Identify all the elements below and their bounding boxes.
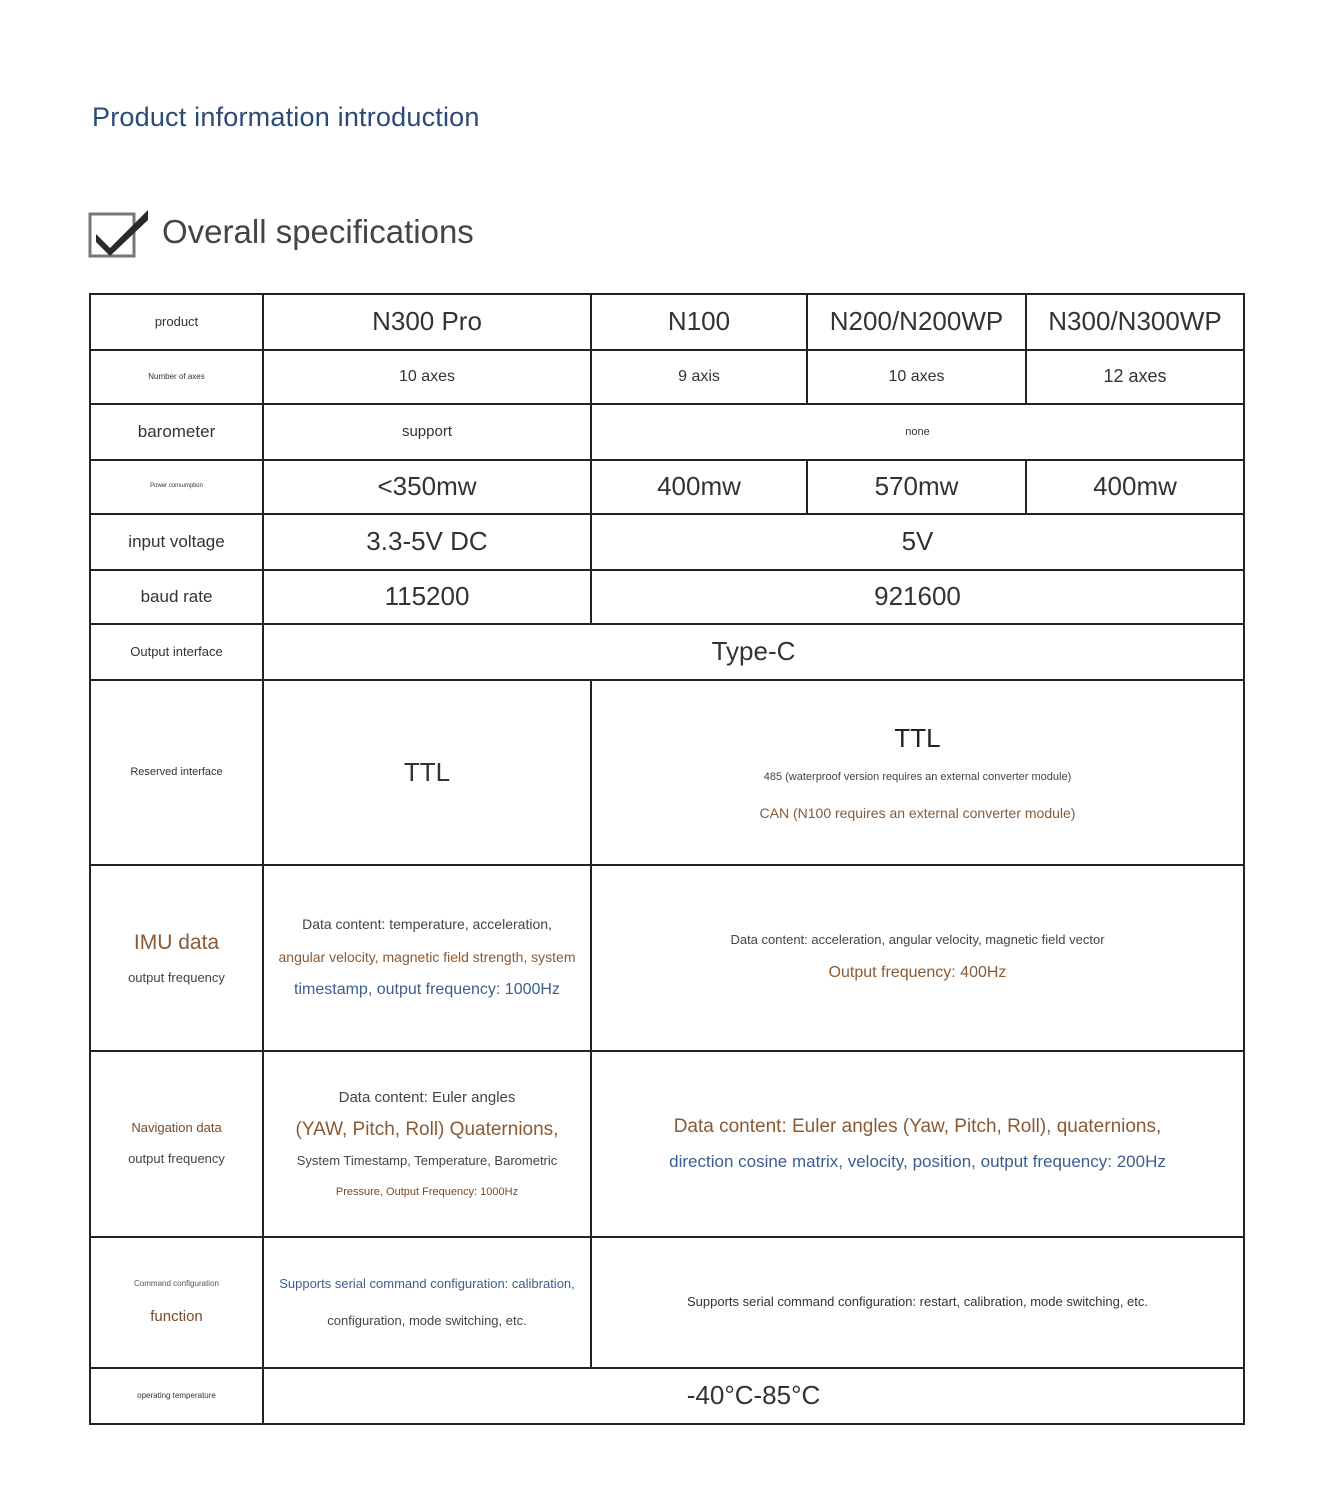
power-n300pro: <350mw — [263, 460, 591, 514]
row-output-interface — [90, 624, 1244, 680]
label-output-interface: Output interface — [90, 624, 263, 680]
label-reserved-interface: Reserved interface — [90, 680, 263, 865]
voltage-others: 5V — [591, 514, 1244, 570]
row-baud-rate — [90, 570, 1244, 624]
label-baud-rate: baud rate — [90, 570, 263, 624]
nav-others-line2: direction cosine matrix, velocity, position, output frequency: 200Hz — [669, 1152, 1166, 1172]
nav-n300pro-line3: System Timestamp, Temperature, Barometric — [296, 1152, 558, 1168]
imu-n300pro-line3: timestamp, output frequency: 1000Hz — [294, 980, 560, 998]
row-navigation-data — [90, 1051, 1244, 1237]
label-nav-title: Navigation data — [131, 1120, 222, 1136]
voltage-n300pro: 3.3-5V DC — [263, 514, 591, 570]
nav-n300pro-line1: Data content: Euler angles — [338, 1089, 516, 1107]
power-n100: 400mw — [591, 460, 807, 514]
imu-others-line1: Data content: acceleration, angular velocity, magnetic field vector — [730, 932, 1105, 948]
baud-others: 921600 — [591, 570, 1244, 624]
output-interface-value: Type-C — [263, 624, 1244, 680]
nav-n300pro — [263, 1051, 591, 1237]
page-title: Product information introduction — [92, 102, 480, 132]
row-reserved-interface — [90, 680, 1244, 865]
row-barometer — [90, 404, 1244, 460]
temperature-value: -40°C-85°C — [263, 1368, 1244, 1424]
label-navigation — [90, 1051, 263, 1237]
product-n300pro: N300 Pro — [263, 294, 591, 350]
axes-n200: 10 axes — [807, 350, 1026, 404]
label-command — [90, 1237, 263, 1368]
row-operating-temperature — [90, 1368, 1244, 1424]
nav-others — [591, 1051, 1244, 1237]
barometer-n300pro: support — [263, 404, 591, 460]
checkbox-checked-icon — [88, 204, 152, 260]
row-command-configuration — [90, 1237, 1244, 1368]
label-voltage: input voltage — [90, 514, 263, 570]
reserved-n300pro: TTL — [263, 680, 591, 865]
row-voltage — [90, 514, 1244, 570]
product-n300: N300/N300WP — [1026, 294, 1244, 350]
row-product — [90, 294, 1244, 350]
nav-n300pro-line4: Pressure, Output Frequency: 1000Hz — [335, 1186, 519, 1199]
label-product: product — [90, 294, 263, 350]
axes-n300: 12 axes — [1026, 350, 1244, 404]
label-temperature: operating temperature — [90, 1368, 263, 1424]
command-n300pro — [263, 1237, 591, 1368]
reserved-others — [591, 680, 1244, 865]
label-axes: Number of axes — [90, 350, 263, 404]
command-n300pro-line1: Supports serial command configuration: calibration, — [279, 1275, 575, 1291]
axes-n300pro: 10 axes — [263, 350, 591, 404]
product-n200: N200/N200WP — [807, 294, 1026, 350]
command-n300pro-line2: configuration, mode switching, etc. — [327, 1312, 527, 1328]
imu-n300pro-line1: Data content: temperature, acceleration, — [302, 916, 552, 933]
row-axes — [90, 350, 1244, 404]
label-command-title: Command configuration — [134, 1278, 219, 1288]
command-others: Supports serial command configuration: restart, calibration, mode switching, etc. — [591, 1237, 1244, 1368]
label-imu — [90, 865, 263, 1051]
axes-n100: 9 axis — [591, 350, 807, 404]
imu-others — [591, 865, 1244, 1051]
label-barometer: barometer — [90, 404, 263, 460]
specifications-table — [89, 293, 1245, 1425]
imu-others-line2: Output frequency: 400Hz — [828, 964, 1007, 982]
baud-n300pro: 115200 — [263, 570, 591, 624]
imu-n300pro — [263, 865, 591, 1051]
label-nav-sub: output frequency — [128, 1151, 225, 1166]
label-imu-title: IMU data — [133, 930, 220, 954]
row-power — [90, 460, 1244, 514]
row-imu-data — [90, 865, 1244, 1051]
nav-others-line1: Data content: Euler angles (Yaw, Pitch, Roll), quaternions, — [673, 1115, 1162, 1137]
power-n300: 400mw — [1026, 460, 1244, 514]
product-n100: N100 — [591, 294, 807, 350]
section-header — [88, 204, 474, 260]
section-title: Overall specifications — [162, 213, 474, 250]
power-n200: 570mw — [807, 460, 1026, 514]
reserved-others-485: 485 (waterproof version requires an external converter module) — [763, 771, 1072, 784]
imu-n300pro-line2: angular velocity, magnetic field strength, system — [278, 948, 576, 965]
barometer-others: none — [591, 404, 1244, 460]
reserved-others-title: TTL — [894, 723, 941, 754]
label-power: Power consumption — [90, 460, 263, 514]
label-imu-sub: output frequency — [128, 970, 225, 986]
label-command-sub: function — [150, 1307, 203, 1325]
reserved-others-can: CAN (N100 requires an external converter module) — [759, 805, 1076, 822]
nav-n300pro-line2: (YAW, Pitch, Roll) Quaternions, — [295, 1118, 559, 1140]
